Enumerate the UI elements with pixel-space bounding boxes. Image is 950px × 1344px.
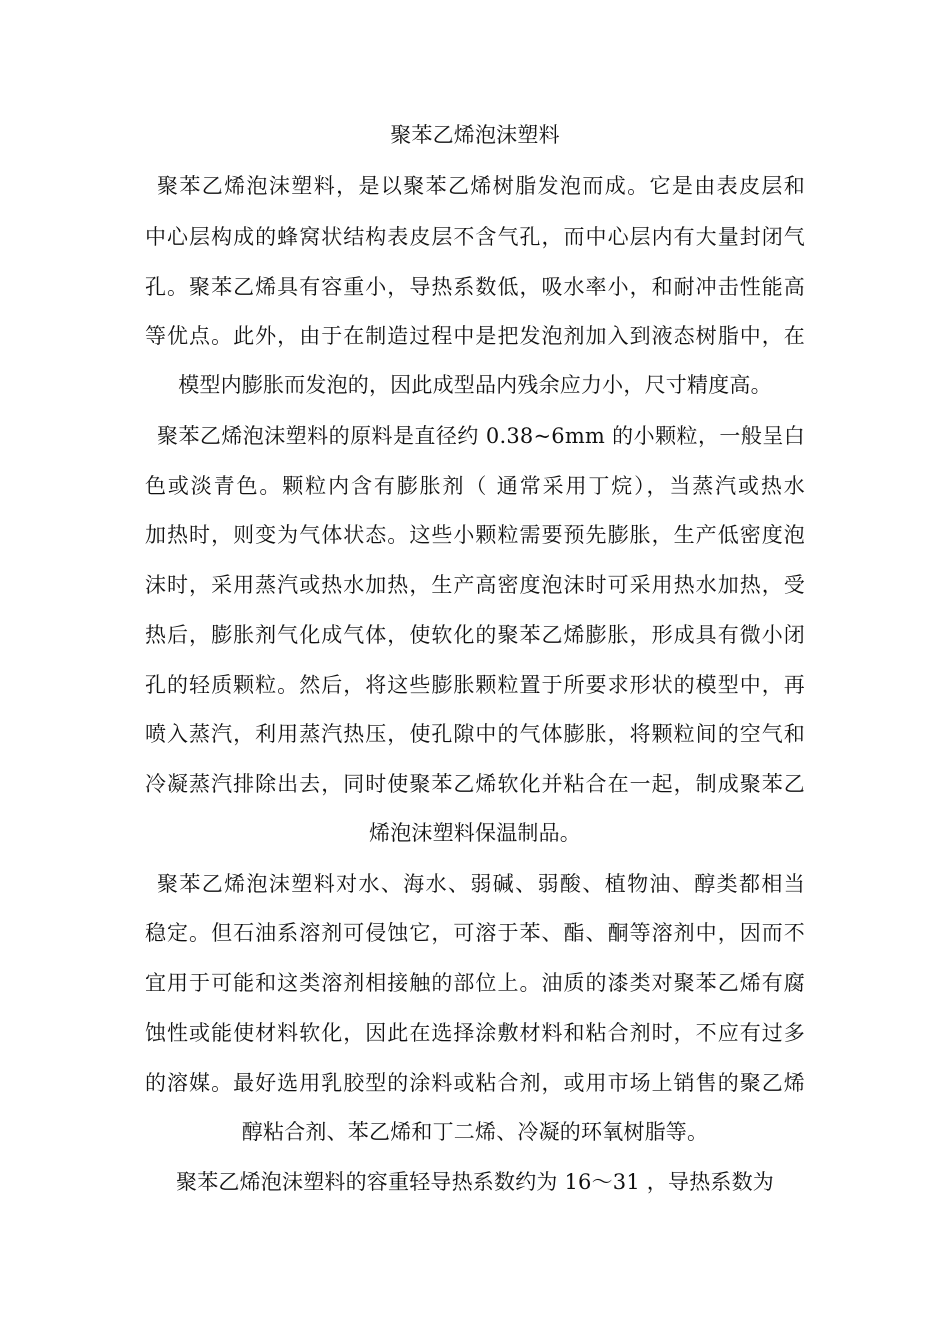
- paragraph-1-line-1: 聚苯乙烯泡沫塑料，是以聚苯乙烯树脂发泡而成。它是由表皮层和: [157, 174, 805, 198]
- paragraph-3-line-6: 醇粘合剂、苯乙烯和丁二烯、冷凝的环氧树脂等。: [241, 1120, 709, 1144]
- paragraph-3-line-1: 聚苯乙烯泡沫塑料对水、海水、弱碱、弱酸、植物油、醇类都相当: [157, 872, 805, 896]
- paragraph-2-line-4: 沫时，采用蒸汽或热水加热，生产高密度泡沫时可采用热水加热，受: [145, 573, 805, 597]
- paragraph-2-line-6: 孔的轻质颗粒。然后，将这些膨胀颗粒置于所要求形状的模型中，再: [145, 673, 805, 697]
- paragraph-2-line-3: 加热时，则变为气体状态。这些小颗粒需要预先膨胀，生产低密度泡: [145, 523, 805, 547]
- paragraph-1-line-5: 模型内膨胀而发泡的，因此成型品内残余应力小，尺寸精度高。: [178, 373, 772, 397]
- paragraph-2-line-5: 热后，膨胀剂气化成气体，使软化的聚苯乙烯膨胀，形成具有微小闭: [145, 623, 805, 647]
- paragraph-1-line-3: 孔。聚苯乙烯具有容重小，导热系数低，吸水率小，和耐冲击性能高: [145, 275, 805, 299]
- paragraph-3-line-2: 稳定。但石油系溶剂可侵蚀它，可溶于苯、酯、酮等溶剂中，因而不: [145, 921, 805, 945]
- paragraph-2-line-7: 喷入蒸汽，利用蒸汽热压，使孔隙中的气体膨胀，将颗粒间的空气和: [145, 722, 805, 746]
- paragraph-1-line-2: 中心层构成的蜂窝状结构表皮层不含气孔，而中心层内有大量封闭气: [145, 225, 805, 249]
- paragraph-2-line-1: 聚苯乙烯泡沫塑料的原料是直径约 0.38~6mm 的小颗粒，一般呈白: [157, 424, 805, 448]
- paragraph-3-line-4: 蚀性或能使材料软化，因此在选择涂敷材料和粘合剂时，不应有过多: [145, 1021, 805, 1045]
- paragraph-2-line-8: 冷凝蒸汽排除出去，同时使聚苯乙烯软化并粘合在一起，制成聚苯乙: [145, 772, 805, 796]
- paragraph-1-line-4: 等优点。此外，由于在制造过程中是把发泡剂加入到液态树脂中，在: [145, 324, 805, 348]
- paragraph-2-line-2: 色或淡青色。颗粒内含有膨胀剂（ 通常采用丁烷），当蒸汽或热水: [145, 474, 805, 498]
- paragraph-3-line-3: 宜用于可能和这类溶剂相接触的部位上。油质的漆类对聚苯乙烯有腐: [145, 971, 805, 995]
- paragraph-2-line-9: 烯泡沫塑料保温制品。: [369, 821, 581, 845]
- paragraph-3-line-5: 的溶媒。最好选用乳胶型的涂料或粘合剂，或用市场上销售的聚乙烯: [145, 1071, 805, 1095]
- document-title: 聚苯乙烯泡沫塑料: [390, 123, 560, 147]
- paragraph-4-line-1: 聚苯乙烯泡沫塑料的容重轻导热系数约为 16～31 ，导热系数为: [176, 1170, 774, 1194]
